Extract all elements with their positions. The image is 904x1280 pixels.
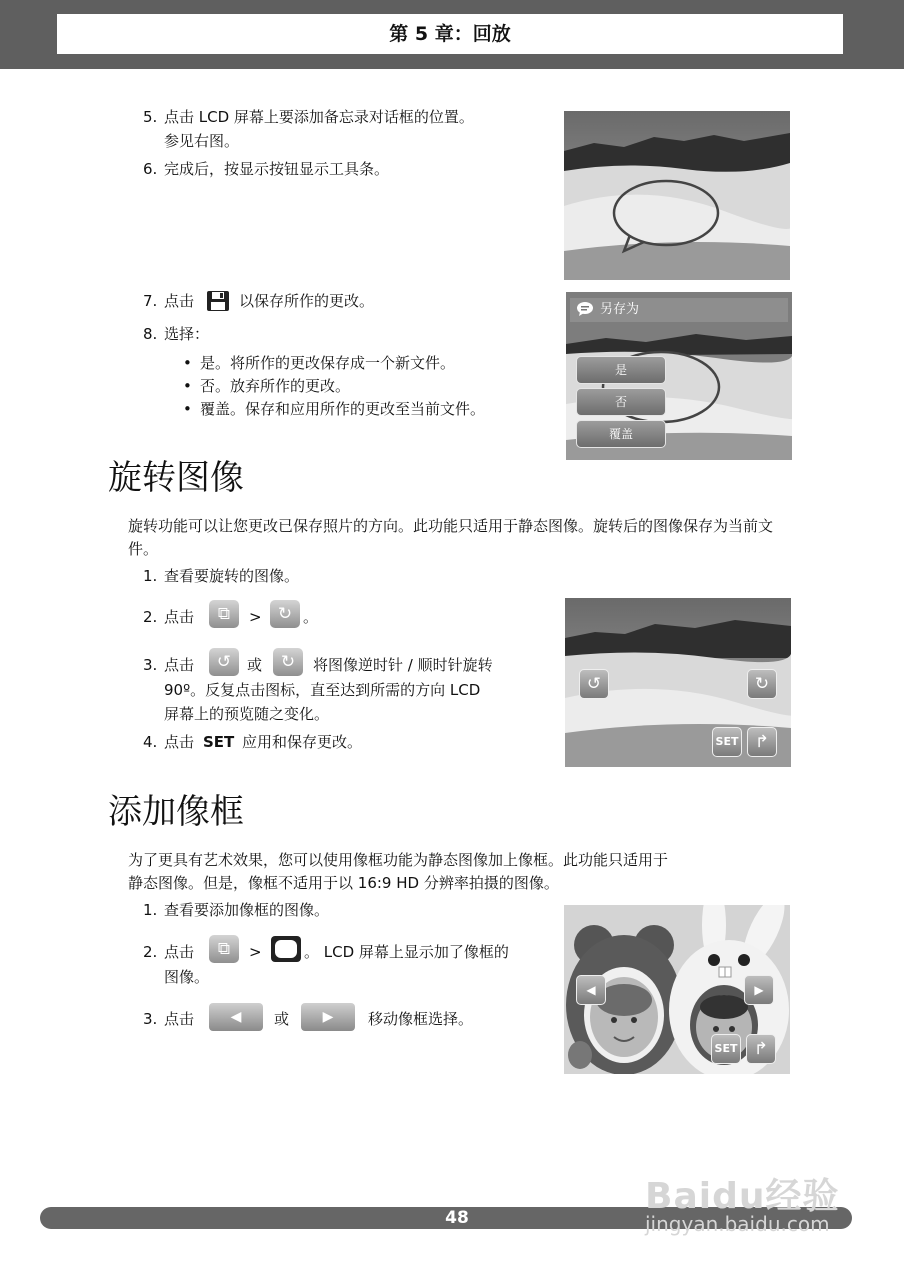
- chapter-title: 第 5 章：回放: [57, 14, 843, 54]
- frame-next-button[interactable]: ▶: [744, 975, 774, 1005]
- back-arrow-button[interactable]: ↱: [747, 727, 777, 757]
- step-text: 移动像框选择。: [368, 1010, 474, 1028]
- step-number: 1.: [143, 901, 158, 919]
- section-intro: 为了更具有艺术效果，您可以使用像框功能为静态图像加上像框。此功能只适用于: [128, 851, 669, 869]
- step-number: 8.: [143, 325, 158, 343]
- speech-bubble-icon: [576, 301, 594, 317]
- next-arrow-icon: ▶: [301, 1003, 355, 1031]
- edit-menu-icon: ⧉: [209, 600, 239, 628]
- frame-preview-image: [564, 905, 790, 1074]
- step-text: 查看要添加像框的图像。: [164, 901, 330, 919]
- dialog-title-bar: [570, 298, 788, 322]
- step-text: 点击: [164, 292, 195, 310]
- separator: 或: [247, 656, 263, 674]
- save-as-no-button[interactable]: 否: [576, 388, 666, 416]
- set-button[interactable]: SET: [711, 1034, 741, 1064]
- save-as-overwrite-button[interactable]: 覆盖: [576, 420, 666, 448]
- rotate-counterclockwise-icon: ↺: [209, 648, 239, 676]
- step-text: 应用和保存更改。: [242, 733, 363, 751]
- section-heading-frame: 添加像框: [108, 792, 244, 832]
- rotate-icon: ↻: [270, 600, 300, 628]
- bullet-item: • 覆盖。保存和应用所作的更改至当前文件。: [200, 398, 485, 420]
- step-number: 6.: [143, 160, 158, 178]
- step-number: 4.: [143, 733, 158, 751]
- step-text: 90º。反复点击图标，直至达到所需的方向 LCD: [164, 681, 481, 699]
- back-arrow-button[interactable]: ↱: [746, 1034, 776, 1064]
- step-text: 。 LCD 屏幕上显示加了像框的: [304, 943, 509, 961]
- step-number: 2.: [143, 943, 158, 961]
- separator: >: [249, 608, 262, 626]
- step-text: 点击: [164, 943, 195, 961]
- frame-icon: [270, 935, 302, 963]
- step-text: 选择：: [164, 325, 210, 343]
- step-number: 3.: [143, 656, 158, 674]
- rotate-preview-image: [565, 598, 791, 767]
- step-number: 7.: [143, 292, 158, 310]
- step-text: 点击: [164, 1010, 195, 1028]
- page-number: 48: [445, 1208, 469, 1228]
- previous-arrow-icon: ◀: [209, 1003, 263, 1031]
- step-number: 3.: [143, 1010, 158, 1028]
- step-text: 以保存所作的更改。: [239, 292, 375, 310]
- set-button[interactable]: SET: [712, 727, 742, 757]
- step-text: 参见右图。: [164, 132, 240, 150]
- watermark-url: jingyan.baidu.com: [645, 1212, 830, 1236]
- step-text: 查看要旋转的图像。: [164, 567, 300, 585]
- bullet-item: • 否。放弃所作的更改。: [200, 375, 350, 397]
- step-text: 屏幕上的预览随之变化。: [164, 705, 330, 723]
- rotate-right-button[interactable]: ↻: [747, 669, 777, 699]
- memo-preview-image: [564, 111, 790, 280]
- bullet-item: • 是。将所作的更改保存成一个新文件。: [200, 352, 455, 374]
- step-number: 5.: [143, 108, 158, 126]
- section-intro: 旋转功能可以让您更改已保存照片的方向。此功能只适用于静态图像。旋转后的图像保存为当前文件。: [128, 517, 774, 558]
- separator: 或: [274, 1010, 290, 1028]
- step-text: 图像。: [164, 968, 210, 986]
- rotate-clockwise-icon: ↻: [273, 648, 303, 676]
- rotate-left-button[interactable]: ↺: [579, 669, 609, 699]
- step-text: 将图像逆时针 / 顺时针旋转: [313, 656, 493, 674]
- step-text: 点击: [164, 733, 195, 751]
- step-text: 点击: [164, 608, 195, 626]
- save-floppy-icon: [206, 290, 230, 312]
- frame-prev-button[interactable]: ◀: [576, 975, 606, 1005]
- step-text: 点击: [164, 656, 195, 674]
- separator: >: [249, 943, 262, 961]
- save-as-preview-image: [566, 292, 792, 460]
- step-text: 完成后，按显示按钮显示工具条。: [164, 160, 390, 178]
- step-number: 2.: [143, 608, 158, 626]
- save-as-yes-button[interactable]: 是: [576, 356, 666, 384]
- separator: 。: [303, 608, 319, 626]
- step-number: 1.: [143, 567, 158, 585]
- section-intro: 静态图像。但是，像框不适用于以 16:9 HD 分辨率拍摄的图像。: [128, 874, 559, 892]
- section-heading-rotate: 旋转图像: [108, 458, 244, 498]
- dialog-title: 另存为: [600, 302, 640, 317]
- edit-menu-icon: ⧉: [209, 935, 239, 963]
- watermark-logo: Baidu经验: [645, 1176, 840, 1217]
- set-label: SET: [203, 733, 235, 751]
- step-text: 点击 LCD 屏幕上要添加备忘录对话框的位置。: [164, 108, 474, 126]
